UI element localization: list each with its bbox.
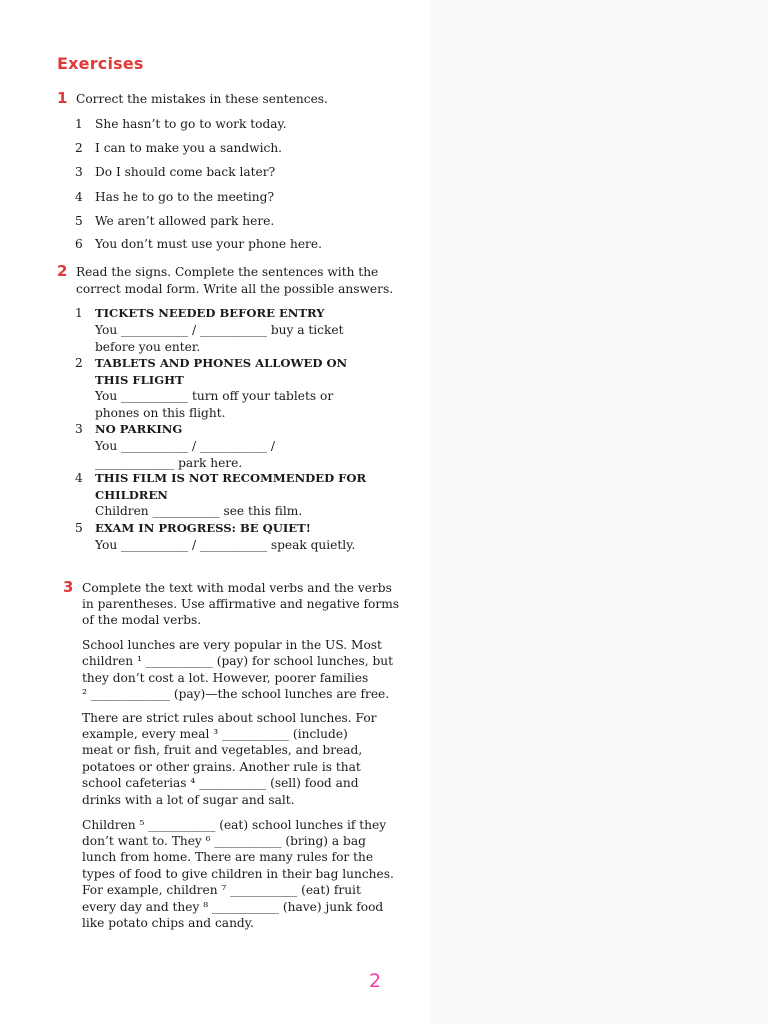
ex2-gap-sentence: You ___________ / ___________ buy a ticket xyxy=(95,323,344,337)
exercise-1-number: 1 xyxy=(57,89,68,107)
page-number: 2 xyxy=(369,970,382,992)
ex2-gap-sentence: You ___________ turn off your tablets or xyxy=(95,389,334,403)
exercise-2-instruction: Read the signs. Complete the sentences with the xyxy=(76,265,379,279)
ex3-text-line: children ¹ ___________ (pay) for school lunches, but xyxy=(82,654,393,668)
ex1-item-number: 2 xyxy=(75,141,83,155)
ex1-sentence: I can to make you a sandwich. xyxy=(95,141,283,155)
ex3-text-line: Children ⁵ ___________ (eat) school lunches if they xyxy=(82,818,387,832)
ex2-sign-text: NO PARKING xyxy=(95,422,183,436)
ex3-text-line: potatoes or other grains. Another rule is that xyxy=(82,760,361,774)
ex3-text-line: like potato chips and candy. xyxy=(82,916,254,930)
section-heading: Exercises xyxy=(57,54,144,73)
exercise-3-instruction: of the modal verbs. xyxy=(82,613,202,627)
ex2-gap-sentence: phones on this flight. xyxy=(95,406,226,420)
ex1-sentence: We aren’t allowed park here. xyxy=(95,214,275,228)
ex3-text-line: School lunches are very popular in the US. Most xyxy=(82,638,382,652)
ex2-sign-text: THIS FILM IS NOT RECOMMENDED FOR xyxy=(95,471,367,485)
ex2-item-number: 5 xyxy=(75,521,83,535)
ex3-text-line: example, every meal ³ ___________ (include) xyxy=(82,727,348,741)
ex2-gap-sentence: You ___________ / ___________ / xyxy=(95,439,275,453)
ex3-text-line: For example, children ⁷ ___________ (eat) fruit xyxy=(82,883,361,897)
ex1-sentence: You don’t must use your phone here. xyxy=(95,237,322,251)
ex1-item-number: 3 xyxy=(75,165,83,179)
ex1-sentence: Do I should come back later? xyxy=(95,165,276,179)
exercise-3-number: 3 xyxy=(63,578,74,596)
ex2-sign-text: THIS FLIGHT xyxy=(95,373,184,387)
ex2-sign-text: TICKETS NEEDED BEFORE ENTRY xyxy=(95,306,325,320)
ex1-item-number: 4 xyxy=(75,190,83,204)
ex2-gap-sentence: Children ___________ see this film. xyxy=(95,504,303,518)
ex2-item-number: 2 xyxy=(75,356,83,370)
ex3-text-line: lunch from home. There are many rules for the xyxy=(82,850,374,864)
ex3-text-line: There are strict rules about school lunches. For xyxy=(82,711,377,725)
ex2-gap-sentence: You ___________ / ___________ speak quietly. xyxy=(95,538,356,552)
exercise-1-instruction: Correct the mistakes in these sentences. xyxy=(76,92,328,106)
ex3-text-line: drinks with a lot of sugar and salt. xyxy=(82,793,295,807)
exercise-3-instruction: in parentheses. Use affirmative and negative forms xyxy=(82,597,400,611)
ex3-text-line: meat or fish, fruit and vegetables, and bread, xyxy=(82,743,363,757)
ex3-text-line: school cafeterias ⁴ ___________ (sell) food and xyxy=(82,776,359,790)
ex3-text-line: ² _____________ (pay)—the school lunches are free. xyxy=(82,687,390,701)
exercise-2-instruction: correct modal form. Write all the possible answers. xyxy=(76,282,394,296)
ex1-sentence: She hasn’t to go to work today. xyxy=(95,117,287,131)
ex3-text-line: types of food to give children in their bag lunches. xyxy=(82,867,394,881)
ex2-item-number: 4 xyxy=(75,471,83,485)
ex2-item-number: 3 xyxy=(75,422,83,436)
ex2-gap-sentence: _____________ park here. xyxy=(95,456,243,470)
ex3-text-line: they don’t cost a lot. However, poorer families xyxy=(82,671,369,685)
ex2-sign-text: TABLETS AND PHONES ALLOWED ON xyxy=(95,356,348,370)
ex1-item-number: 1 xyxy=(75,117,83,131)
ex3-text-line: every day and they ⁸ ___________ (have) junk food xyxy=(82,900,384,914)
ex1-item-number: 6 xyxy=(75,237,83,251)
ex2-sign-text: CHILDREN xyxy=(95,488,168,502)
exercise-2-number: 2 xyxy=(57,262,68,280)
ex1-item-number: 5 xyxy=(75,214,83,228)
ex2-gap-sentence: before you enter. xyxy=(95,340,201,354)
ex2-sign-text: EXAM IN PROGRESS: BE QUIET! xyxy=(95,521,311,535)
exercise-3-instruction: Complete the text with modal verbs and the verbs xyxy=(82,581,392,595)
ex2-item-number: 1 xyxy=(75,306,83,320)
ex3-text-line: don’t want to. They ⁶ ___________ (bring) a bag xyxy=(82,834,366,848)
ex1-sentence: Has he to go to the meeting? xyxy=(95,190,274,204)
